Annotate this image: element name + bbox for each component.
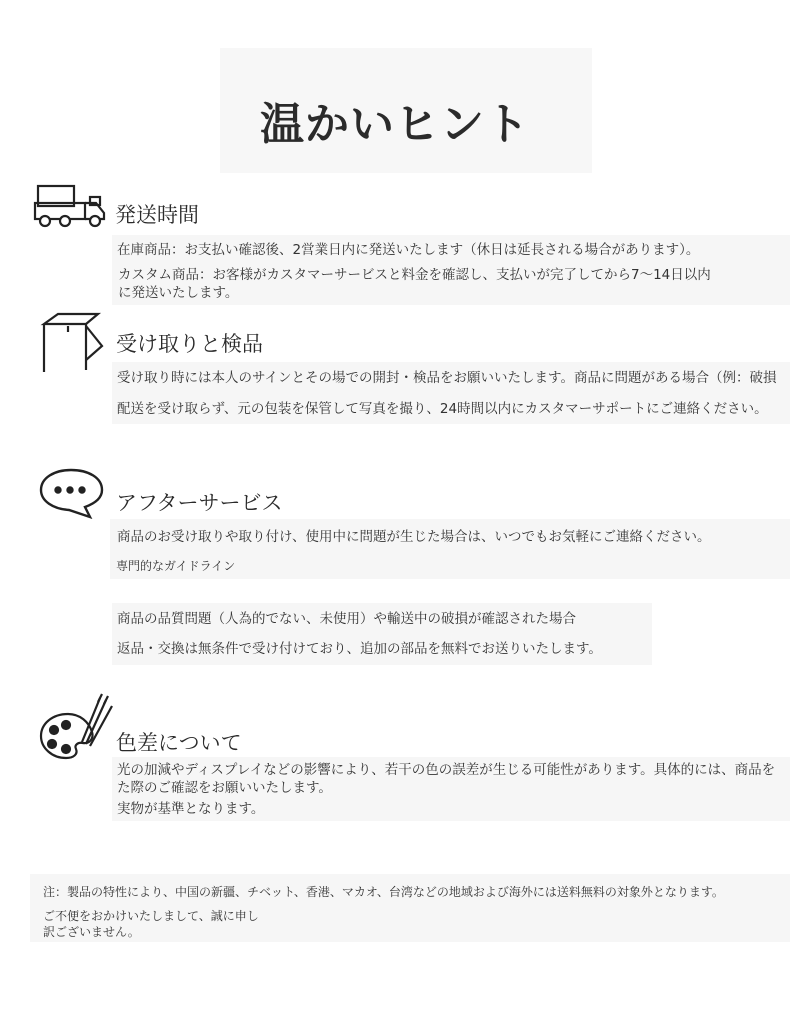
color-line-1: 光の加減やディスプレイなどの影響により、若干の色の誤差が生じる可能性があります。具体的には、商品を [117, 762, 776, 778]
shipping-line-3: に発送いたします。 [118, 285, 239, 301]
footer-apology-line-2: 訳ございません。 [43, 925, 140, 939]
after-service-line-4: 返品・交換は無条件で受け付けており、追加の部品を無料でお送りいたします。 [117, 641, 602, 657]
receiving-heading: 受け取りと検品 [116, 332, 263, 356]
receiving-line-1: 受け取り時には本人のサインとその場での開封・検品をお願いいたします。商品に問題がある場合（例：破損 [117, 370, 777, 386]
page-title: 温かいヒント [260, 99, 530, 150]
speech-bubble-icon [38, 467, 106, 519]
color-line-2: た際のご確認をお願いいたします。 [117, 780, 332, 796]
shipping-heading: 発送時間 [115, 203, 199, 227]
footer-apology-line-1: ご不便をおかけいたしまして、誠に申し [43, 909, 259, 923]
footer-note: 注：製品の特性により、中国の新疆、チベット、香港、マカオ、台湾などの地域および海外には送料無料の対象外となります。 [43, 885, 724, 899]
after-service-line-2: 専門的なガイドライン [116, 559, 236, 573]
palette-icon [38, 692, 114, 764]
receiving-line-2: 配送を受け取らず、元の包装を保管して写真を撮り、24時間以内にカスタマーサポートにご連絡ください。 [117, 401, 768, 417]
box-icon [38, 312, 104, 376]
shipping-line-1: 在庫商品：お支払い確認後、2営業日内に発送いたします（休日は延長される場合があります）。 [117, 242, 700, 258]
color-line-3: 実物が基準となります。 [117, 801, 265, 817]
color-heading: 色差について [116, 731, 242, 755]
truck-icon [32, 183, 112, 229]
after-service-line-1: 商品のお受け取りや取り付け、使用中に問題が生じた場合は、いつでもお気軽にご連絡ください。 [117, 529, 711, 545]
after-service-heading: アフターサービス [116, 491, 283, 515]
after-service-line-3: 商品の品質問題（人為的でない、未使用）や輸送中の破損が確認された場合 [117, 611, 576, 627]
shipping-line-2: カスタム商品：お客様がカスタマーサービスと料金を確認し、支払いが完了してから7～14日以内 [118, 267, 711, 283]
